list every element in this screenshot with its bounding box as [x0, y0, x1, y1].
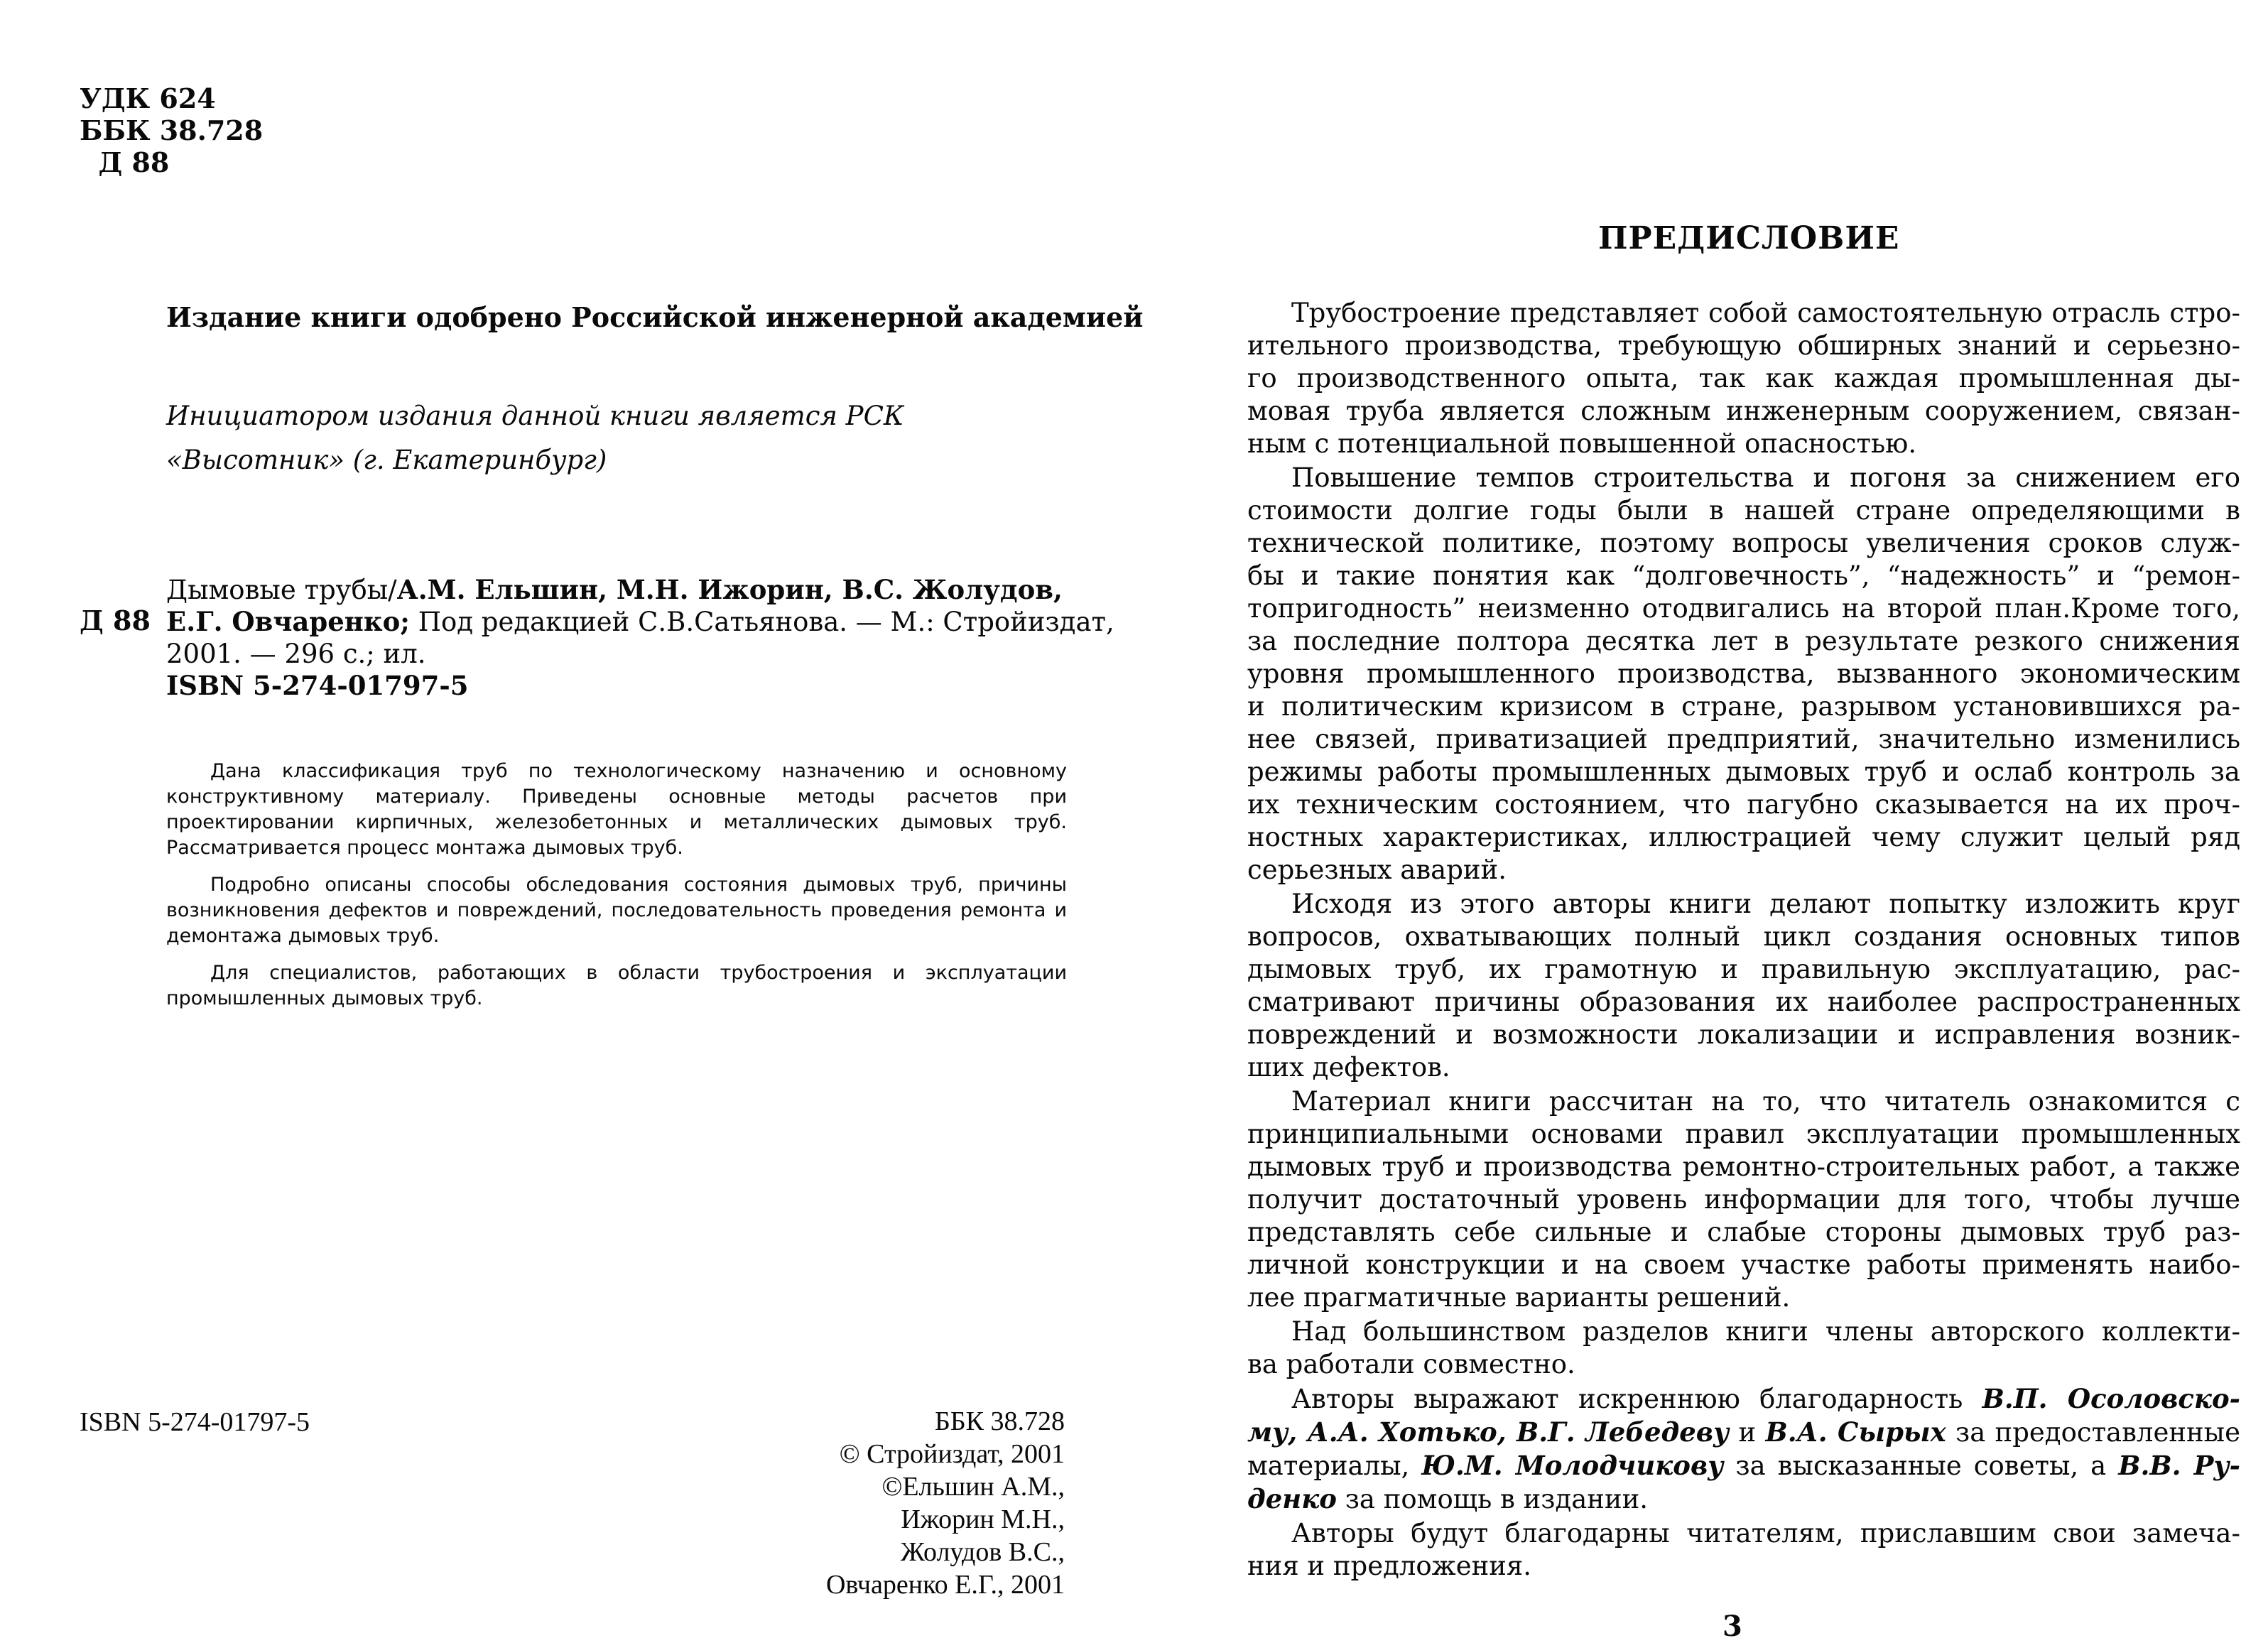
bib-authors-2: Е.Г. Овчаренко; — [166, 606, 410, 637]
preface-name: му, А.А. Хотько, В.Г. Лебедеву — [1247, 1416, 1730, 1448]
bib-editor: Под редакцией С.В.Сатьянова. — М.: Стройиздат, — [409, 607, 1114, 637]
preface-fragment: за предоставленные — [1946, 1417, 2241, 1448]
preface-fragment: материалы, — [1247, 1450, 1422, 1481]
annotation-paragraph: Для специалистов, работающих в области трубостроения и эксплуатации промышленных дымовых труб. — [166, 962, 1067, 1009]
preface-line — [1247, 1416, 2240, 1449]
preface-name: В.А. Сырых — [1765, 1416, 1946, 1448]
preface-line: Трубостроение представляет собой самостоятельную отрасль стро- — [1291, 298, 2240, 328]
preface-fragment: за помощь в издании. — [1336, 1484, 1649, 1514]
udk-code: УДК 624 — [80, 82, 216, 114]
preface-line: лее прагматичные варианты решений. — [1247, 1282, 1791, 1313]
preface-line: ния и предложения. — [1247, 1551, 1532, 1581]
bib-isbn: ISBN 5-274-01797-5 — [166, 670, 469, 701]
preface-line: бы и такие понятия как “долговечность”, “надежность” и “ремон- — [1247, 560, 2240, 591]
bib-year: 2001. — 296 с.; ил. — [166, 639, 426, 669]
preface-line: получит достаточный уровень информации для того, чтобы лучше — [1247, 1184, 2240, 1215]
approval-note: Издание книги одобрено Российской инженерной академией — [166, 301, 1144, 333]
preface-line: го производственного опыта, так как каждая промышленная ды- — [1247, 363, 2240, 394]
preface-line — [1247, 1482, 2240, 1516]
preface-line: серьезных аварий. — [1247, 855, 1507, 885]
preface-line: дымовых труб, их грамотную и правильную эксплуатацию, рас- — [1247, 954, 2240, 985]
preface-line: Исходя из этого авторы книги делают попытку изложить круг — [1291, 889, 2240, 919]
copyright-block — [826, 1405, 1065, 1601]
copyright-line: Жолудов В.С., — [900, 1537, 1065, 1567]
preface-line: топригодность” неизменно отодвигались на второй план.Кроме того, — [1247, 593, 2240, 624]
preface-line: Материал книги рассчитан на то, что читатель ознакомится с — [1291, 1086, 2240, 1117]
bib-row-1 — [166, 574, 1083, 606]
bibliographic-record — [166, 574, 1114, 702]
initiator-note: Инициатором издания данной книги является РСК «Высотник» (г. Екатеринбург) — [166, 401, 904, 475]
preface-line: Повышение темпов строительства и погоня за снижением его — [1291, 462, 2240, 493]
preface-line: режимы работы промышленных дымовых труб и ослаб контроль за — [1247, 757, 2240, 787]
preface-fragment: за высказанные советы, а — [1723, 1450, 2119, 1481]
preface-line: Авторы будут благодарны читателям, приславшим свои замеча- — [1291, 1518, 2240, 1549]
preface-line: личной конструкции и на своем участке работы применять наибо- — [1247, 1249, 2240, 1280]
preface-line — [1247, 1449, 2240, 1482]
copyright-line: Овчаренко Е.Г., 2001 — [825, 1570, 1065, 1600]
preface-line: уровня промышленного производства, вызванного экономическим — [1247, 658, 2240, 689]
preface-line: дымовых труб и производства ремонтно-строительных работ, а также — [1247, 1151, 2240, 1182]
preface-line: ным с потенциальной повышенной опасностью. — [1247, 428, 1917, 459]
preface-line: повреждений и возможности локализации и исправления возник- — [1247, 1019, 2240, 1050]
copyright-line: ББК 38.728 — [935, 1406, 1065, 1436]
preface-line: Над большинством разделов книги члены авторского коллекти- — [1291, 1316, 2240, 1347]
preface-line: ва работали совместно. — [1247, 1349, 1575, 1379]
bib-authors-1: А.М. Ельшин, М.Н. Ижорин, В.С. Жолудов, — [396, 574, 1063, 605]
preface-name: В.В. Ру- — [2118, 1450, 2240, 1481]
page-number: 3 — [1722, 1610, 1742, 1643]
preface-line: и политическим кризисом в стране, разрывом установившихся ра- — [1247, 691, 2240, 722]
preface-line: сматривают причины образования их наиболее распространенных — [1247, 987, 2240, 1017]
preface-line — [1247, 1382, 2240, 1416]
copyright-line: ©Ельшин А.М., — [881, 1472, 1065, 1502]
preface-line: нее связей, приватизацией предприятий, значительно изменились — [1247, 724, 2240, 754]
preface-line: принципиальными основами правил эксплуатации промышленных — [1247, 1119, 2240, 1149]
preface-fragment: и — [1729, 1417, 1766, 1448]
preface-line: ительного производства, требующую обширных знаний и серьезно- — [1247, 330, 2240, 361]
bib-title: Дымовые трубы/ — [166, 575, 397, 605]
isbn-footer: ISBN 5-274-01797-5 — [80, 1407, 310, 1437]
preface-text — [1247, 297, 2240, 1583]
author-mark: Д 88 — [80, 146, 170, 178]
copyright-line: Ижорин М.Н., — [901, 1504, 1065, 1534]
preface-line: вопросов, охватывающих полный цикл создания основных типов — [1247, 921, 2240, 952]
preface-line: представлять себе сильные и слабые стороны дымовых труб раз- — [1247, 1217, 2240, 1247]
annotation-paragraph: Подробно описаны способы обследования состояния дымовых труб, причины возникновения дефектов и повреждений, последовательность проведения ремонта и демонтажа дымовых труб. — [166, 874, 1067, 947]
author-mark-left: Д 88 — [80, 604, 151, 636]
preface-name: денко — [1247, 1483, 1337, 1514]
copyright-line: © Стройиздат, 2001 — [839, 1439, 1065, 1469]
preface-line: ностных характеристиках, иллюстрацией чему служит целый ряд — [1247, 822, 2240, 852]
preface-line: технической политике, поэтому вопросы увеличения сроков служ- — [1247, 528, 2240, 558]
annotation — [166, 759, 1067, 1023]
bib-row-2 — [166, 606, 1114, 638]
preface-line: стоимости долгие годы были в нашей стране определяющими в — [1247, 495, 2240, 526]
classification-codes — [80, 82, 263, 178]
annotation-paragraph: Дана классификация труб по технологическому назначению и основному конструктивному материалу. Приведены основные методы расчетов при проектировании кирпичных, железобетонных и металлических дымовых труб. Рассматривается процесс монтажа дымовых труб. — [166, 760, 1067, 859]
page-title: ПРЕДИСЛОВИЕ — [1598, 220, 1900, 256]
preface-line: мовая труба является сложным инженерным сооружением, связан- — [1247, 396, 2240, 426]
preface-name: Ю.М. Молодчикову — [1421, 1450, 1724, 1481]
preface-line: их техническим состоянием, что пагубно сказывается на их проч- — [1247, 789, 2240, 820]
preface-name: В.П. Осоловско- — [1982, 1383, 2240, 1414]
preface-fragment: Авторы выражают искреннюю благодарность — [1291, 1384, 1982, 1414]
bbk-code: ББК 38.728 — [80, 114, 264, 146]
preface-line: за последние полтора десятка лет в результате резкого снижения — [1247, 626, 2240, 656]
preface-line: ших дефектов. — [1247, 1052, 1450, 1083]
